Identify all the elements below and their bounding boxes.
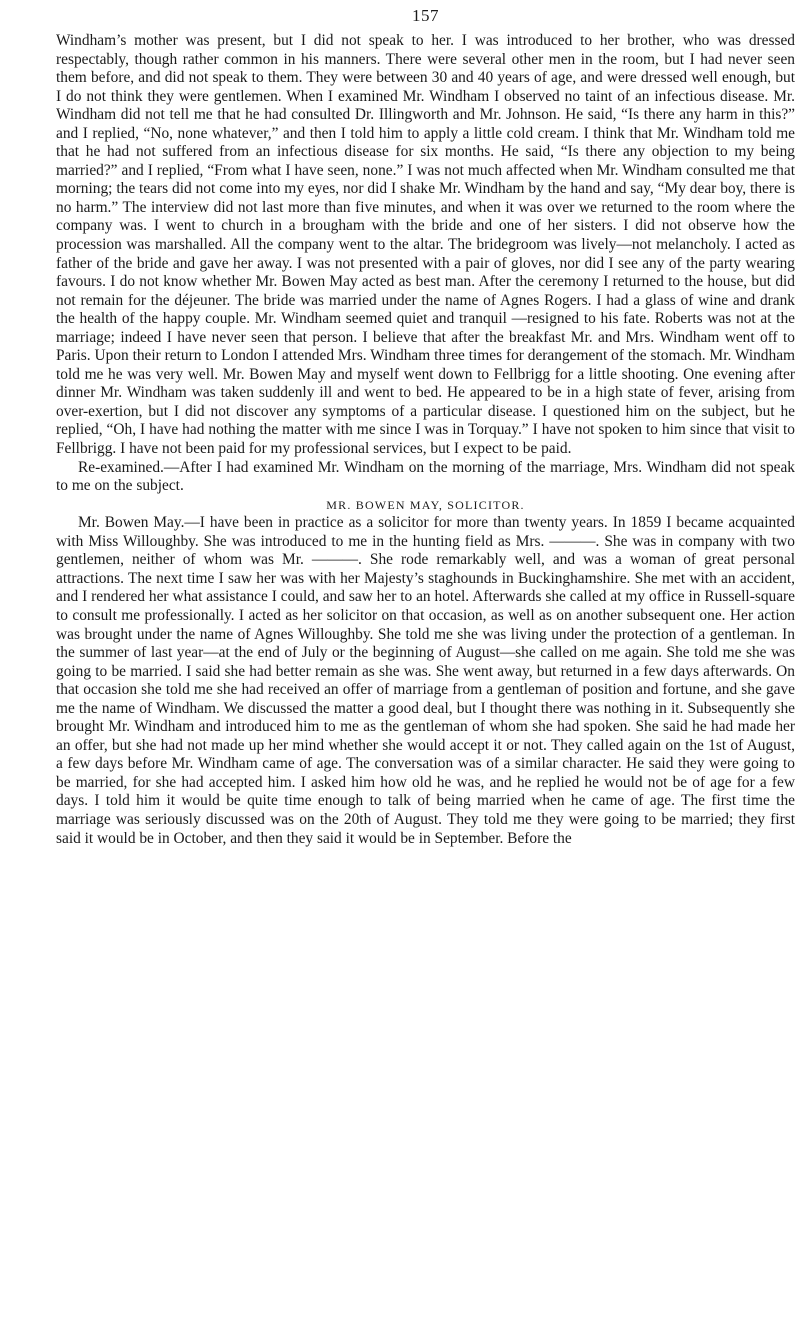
paragraph-re-examined: Re-examined.—After I had examined Mr. Windham on the morning of the marriage, Mrs. Windham did not speak to me on the subject. [56, 458, 795, 495]
page-number: 157 [412, 6, 439, 25]
body-text [56, 32, 795, 848]
paragraph-testimony: Windham’s mother was present, but I did not speak to her. I was introduced to her brother, who was dressed respectably, though rather common in his manners. There were several other men in the room, but I had never seen them before, and did not speak to them. They were between 30 and 40 years of age, and were dressed well enough, but I do not think they were gentlemen. When I examined Mr. Windham I observed no taint of an infectious disease. Mr. Windham did not tell me that he had consulted Dr. Illingworth and Mr. Johnson. He said, “Is there any harm in this?” and I replied, “No, none whatever,” and then I told him to apply a little cold cream. I think that Mr. Windham told me that he had not suffered from an infectious disease for six months. He said, “Is there any objection to my being married?” and I replied, “From what I have seen, none.” I was not much affected when Mr. Windham consulted me that morning; the tears did not come into my eyes, nor did I shake Mr. Windham by the hand and say, “My dear boy, there is no harm.” The interview did not last more than five minutes, and when it was over we returned to the room where the company was. I went to church in a brougham with the bride and one of her sisters. I did not observe how the procession was marshalled. All the company went to the altar. The bridegroom was lively—not melancholy. I acted as father of the bride and gave her away. I was not presented with a pair of gloves, nor did I see any of the party wearing favours. I do not know whether Mr. Bowen May acted as best man. After the ceremony I returned to the house, but did not remain for the déjeuner. The bride was married under the name of Agnes Rogers. I had a glass of wine and drank the health of the happy couple. Mr. Windham seemed quiet and tranquil —resigned to his fate. Roberts was not at the marriage; indeed I have never seen that person. I believe that after the breakfast Mr. and Mrs. Windham went off to Paris. Upon their return to London I attended Mrs. Windham three times for derangement of the stomach. Mr. Windham told me he was very well. Mr. Bowen May and myself went down to Fellbrigg for a little shooting. One evening after dinner Mr. Windham was taken suddenly ill and went to bed. He appeared to be in a high state of fever, arising from over-exertion, but I did not discover any symptoms of a particular disease. I questioned him on the subject, but he replied, “Oh, I have had nothing the matter with me since I was in Torquay.” I have not spoken to him since that visit to Fellbrigg. I have not been paid for my professional services, but I expect to be paid. [56, 32, 795, 458]
section-heading: MR. BOWEN MAY, SOLICITOR. [326, 497, 525, 512]
paragraph-bowen-may: Mr. Bowen May.—I have been in practice as a solicitor for more than twenty years. In 1859 I became acquainted with Miss Willoughby. She was introduced to me in the hunting field as Mrs. ———. She was in company with two gentlemen, neither of whom was Mr. ———. She rode remarkably well, and was a woman of great personal attractions. The next time I saw her was with her Majesty’s staghounds in Buckinghamshire. She met with an accident, and I rendered her what assistance I could, and saw her to an hotel. Afterwards she called at my office in Russell-square to consult me professionally. I acted as her solicitor on that occasion, as well as on another subsequent one. Her action was brought under the name of Agnes Willoughby. She told me she was living under the protection of a gentleman. In the summer of last year—at the end of July or the beginning of August—she called on me again. She told me she was going to be married. I said she had better remain as she was. She went away, but returned in a few days afterwards. On that occasion she told me she had received an offer of marriage from a gentleman of position and fortune, and she gave me the name of Windham. We discussed the matter a good deal, but I thought there was nothing in it. Subsequently she brought Mr. Windham and introduced him to me as the gentleman of whom she had spoken. She said he had made her an offer, but she had not made up her mind whether she would accept it or not. They called again on the 1st of August, a few days before Mr. Windham came of age. The conversation was of a similar character. He said they were going to be married, for she had accepted him. I asked him how old he was, and he replied he would not be of age for a few days. I told him it would be quite time enough to talk of being married when he came of age. The first time the marriage was seriously discussed was on the 20th of August. They told me they were going to be married; they first said it would be in October, and then they said it would be in September. Before the [56, 514, 795, 847]
